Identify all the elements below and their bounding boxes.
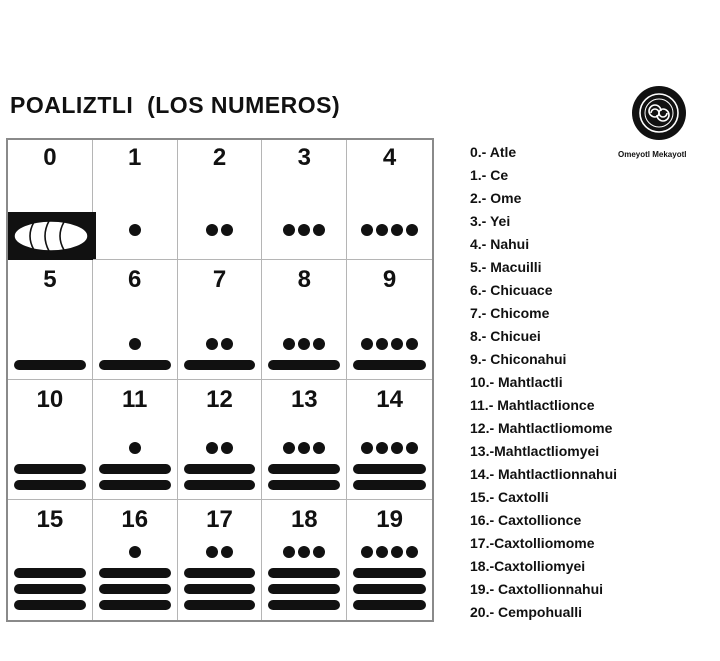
numeral-dots	[93, 338, 177, 350]
numeral-dots	[262, 546, 346, 558]
numeral-dot	[361, 442, 373, 454]
numeral-cell-0	[8, 140, 93, 260]
numeral-cell-15	[8, 500, 93, 620]
numeral-bar	[14, 480, 86, 490]
numeral-dot	[376, 546, 388, 558]
numeral-cell-14	[347, 380, 432, 500]
numeral-dot	[129, 224, 141, 236]
numeral-bar	[14, 584, 86, 594]
legend-item: 10.- Mahtlactli	[470, 374, 563, 390]
numeral-cell-19	[347, 500, 432, 620]
legend-item: 11.- Mahtlactlionce	[470, 397, 595, 413]
numeral-label: 12	[206, 386, 233, 413]
numeral-label: 11	[122, 386, 148, 413]
numeral-dots	[178, 442, 262, 454]
numeral-bar	[353, 464, 426, 474]
numeral-bar	[99, 568, 171, 578]
numeral-cell-9	[347, 260, 432, 380]
numeral-dot	[221, 442, 233, 454]
numeral-dot	[406, 224, 418, 236]
numeral-bar	[268, 360, 340, 370]
numeral-cell-1	[93, 140, 178, 260]
numeral-dot	[391, 224, 403, 236]
numeral-dot	[391, 338, 403, 350]
numeral-label: 18	[290, 506, 318, 533]
numeral-dot	[391, 442, 403, 454]
numeral-dots	[93, 442, 177, 454]
numeral-dot	[298, 338, 310, 350]
numeral-bar	[184, 600, 256, 610]
numeral-bar	[268, 480, 340, 490]
legend-item: 1.- Ce	[470, 167, 509, 183]
numeral-label: 7	[212, 266, 227, 293]
numeral-label: 4	[382, 144, 397, 171]
legend-item: 0.- Atle	[470, 144, 517, 160]
numeral-dot	[221, 338, 233, 350]
legend-item: 17.-Caxtolliomome	[470, 535, 595, 551]
numeral-dot	[206, 338, 218, 350]
legend-item: 18.-Caxtolliomyei	[470, 558, 586, 574]
numeral-dot	[283, 546, 295, 558]
numeral-bar	[99, 464, 171, 474]
legend-item: 14.- Mahtlactlionnahui	[470, 466, 618, 482]
numeral-dot	[221, 546, 233, 558]
numeral-dot	[313, 338, 325, 350]
numeral-dot	[376, 338, 388, 350]
numeral-dot	[298, 442, 310, 454]
numeral-dot	[129, 442, 141, 454]
numeral-label: 6	[128, 266, 142, 293]
numeral-dot	[313, 546, 325, 558]
numeral-dot	[129, 338, 141, 350]
legend-item: 19.- Caxtollionnahui	[470, 581, 604, 597]
numeral-bar	[99, 480, 171, 490]
numeral-legend	[470, 143, 617, 626]
numeral-bar	[184, 568, 256, 578]
legend-item: 9.- Chiconahui	[470, 351, 567, 367]
numeral-dot	[361, 338, 373, 350]
numeral-bar	[268, 568, 340, 578]
numeral-bar	[99, 600, 171, 610]
legend-item: 16.- Caxtollionce	[470, 512, 582, 528]
numeral-dots	[178, 338, 262, 350]
numeral-dot	[129, 546, 141, 558]
numeral-bar	[99, 360, 171, 370]
numeral-label: 17	[206, 506, 233, 533]
numeral-dot	[206, 224, 218, 236]
numeral-dots	[347, 442, 432, 454]
numeral-label: 8	[297, 266, 311, 293]
numeral-dots	[347, 546, 432, 558]
page-title: POALIZTLI (LOS NUMEROS)	[10, 92, 341, 118]
legend-item: 15.- Caxtolli	[470, 489, 549, 505]
legend-item: 20.- Cempohualli	[470, 604, 583, 620]
numeral-dot	[406, 338, 418, 350]
numeral-dots	[347, 338, 432, 350]
numeral-bar	[184, 584, 256, 594]
numeral-dots	[93, 546, 177, 558]
numeral-cell-13	[262, 380, 347, 500]
numeral-cell-11	[93, 380, 178, 500]
legend-item: 2.- Ome	[470, 190, 522, 206]
numeral-dot	[361, 546, 373, 558]
numeral-bar	[353, 480, 426, 490]
numeral-dot	[313, 224, 325, 236]
numeral-bar	[268, 464, 340, 474]
numeral-bar	[184, 360, 256, 370]
numeral-dot	[406, 442, 418, 454]
numeral-cell-16	[93, 500, 178, 620]
numeral-dot	[283, 442, 295, 454]
numeral-label: 19	[376, 506, 403, 533]
legend-item: 3.- Yei	[470, 213, 511, 229]
legend-item: 7.- Chicome	[470, 305, 550, 321]
numeral-bar	[184, 464, 256, 474]
numeral-cell-17	[178, 500, 263, 620]
numeral-label: 2	[212, 144, 227, 171]
numeral-bar	[353, 600, 426, 610]
numeral-cell-18	[262, 500, 347, 620]
numeral-label: 9	[382, 266, 397, 293]
numeral-dot	[391, 546, 403, 558]
numeral-dot	[361, 224, 373, 236]
numeral-bar	[14, 568, 86, 578]
numeral-cell-10	[8, 380, 93, 500]
logo-text: Omeyotl Mekayotl	[618, 150, 687, 159]
numeral-bar	[353, 360, 426, 370]
numeral-cell-5	[8, 260, 93, 380]
legend-item: 4.- Nahui	[470, 236, 530, 252]
numeral-dots	[93, 224, 177, 236]
numeral-dot	[221, 224, 233, 236]
numeral-dot	[406, 546, 418, 558]
numeral-bar	[353, 584, 426, 594]
numeral-cell-8	[262, 260, 347, 380]
numeral-dots	[262, 224, 346, 236]
numeral-label: 10	[36, 386, 64, 413]
numeral-dot	[376, 442, 388, 454]
numeral-label: 15	[36, 506, 64, 533]
numeral-bar	[14, 600, 86, 610]
legend-item: 6.- Chicuace	[470, 282, 553, 298]
numeral-cell-12	[178, 380, 263, 500]
shell-glyph-zero	[8, 212, 96, 260]
numeral-dot	[376, 224, 388, 236]
numeral-dot	[313, 442, 325, 454]
numeral-bar	[14, 360, 86, 370]
legend-item: 5.- Macuilli	[470, 259, 542, 275]
numeral-label: 16	[121, 506, 149, 533]
numeral-dots	[347, 224, 432, 236]
numeral-bar	[99, 584, 171, 594]
numeral-dots	[178, 224, 262, 236]
numeral-label: 0	[43, 144, 57, 171]
numeral-cell-6	[93, 260, 178, 380]
numeral-dot	[206, 442, 218, 454]
numeral-cell-2	[178, 140, 263, 260]
numeral-cell-3	[262, 140, 347, 260]
numeral-bar	[268, 584, 340, 594]
numeral-cell-7	[178, 260, 263, 380]
numeral-dots	[262, 442, 346, 454]
numeral-bar	[184, 480, 256, 490]
numeral-dots	[178, 546, 262, 558]
numeral-bar	[353, 568, 426, 578]
numeral-dot	[298, 546, 310, 558]
numeral-label: 14	[376, 386, 403, 413]
numeral-dot	[206, 546, 218, 558]
numeral-dot	[298, 224, 310, 236]
numeral-dot	[283, 224, 295, 236]
numeral-grid	[6, 138, 434, 622]
numeral-label: 3	[297, 144, 311, 171]
numeral-bar	[268, 600, 340, 610]
numeral-label: 1	[128, 144, 142, 171]
legend-item: 12.- Mahtlactliomome	[470, 420, 613, 436]
numeral-label: 13	[290, 386, 318, 413]
legend-item: 8.- Chicuei	[470, 328, 541, 344]
legend-item: 13.-Mahtlactliomyei	[470, 443, 600, 459]
numeral-dots	[262, 338, 346, 350]
spiral-icon	[632, 86, 686, 140]
numeral-bar	[14, 464, 86, 474]
numeral-label: 5	[43, 266, 57, 293]
logo	[618, 82, 720, 162]
numeral-dot	[283, 338, 295, 350]
numeral-cell-4	[347, 140, 432, 260]
